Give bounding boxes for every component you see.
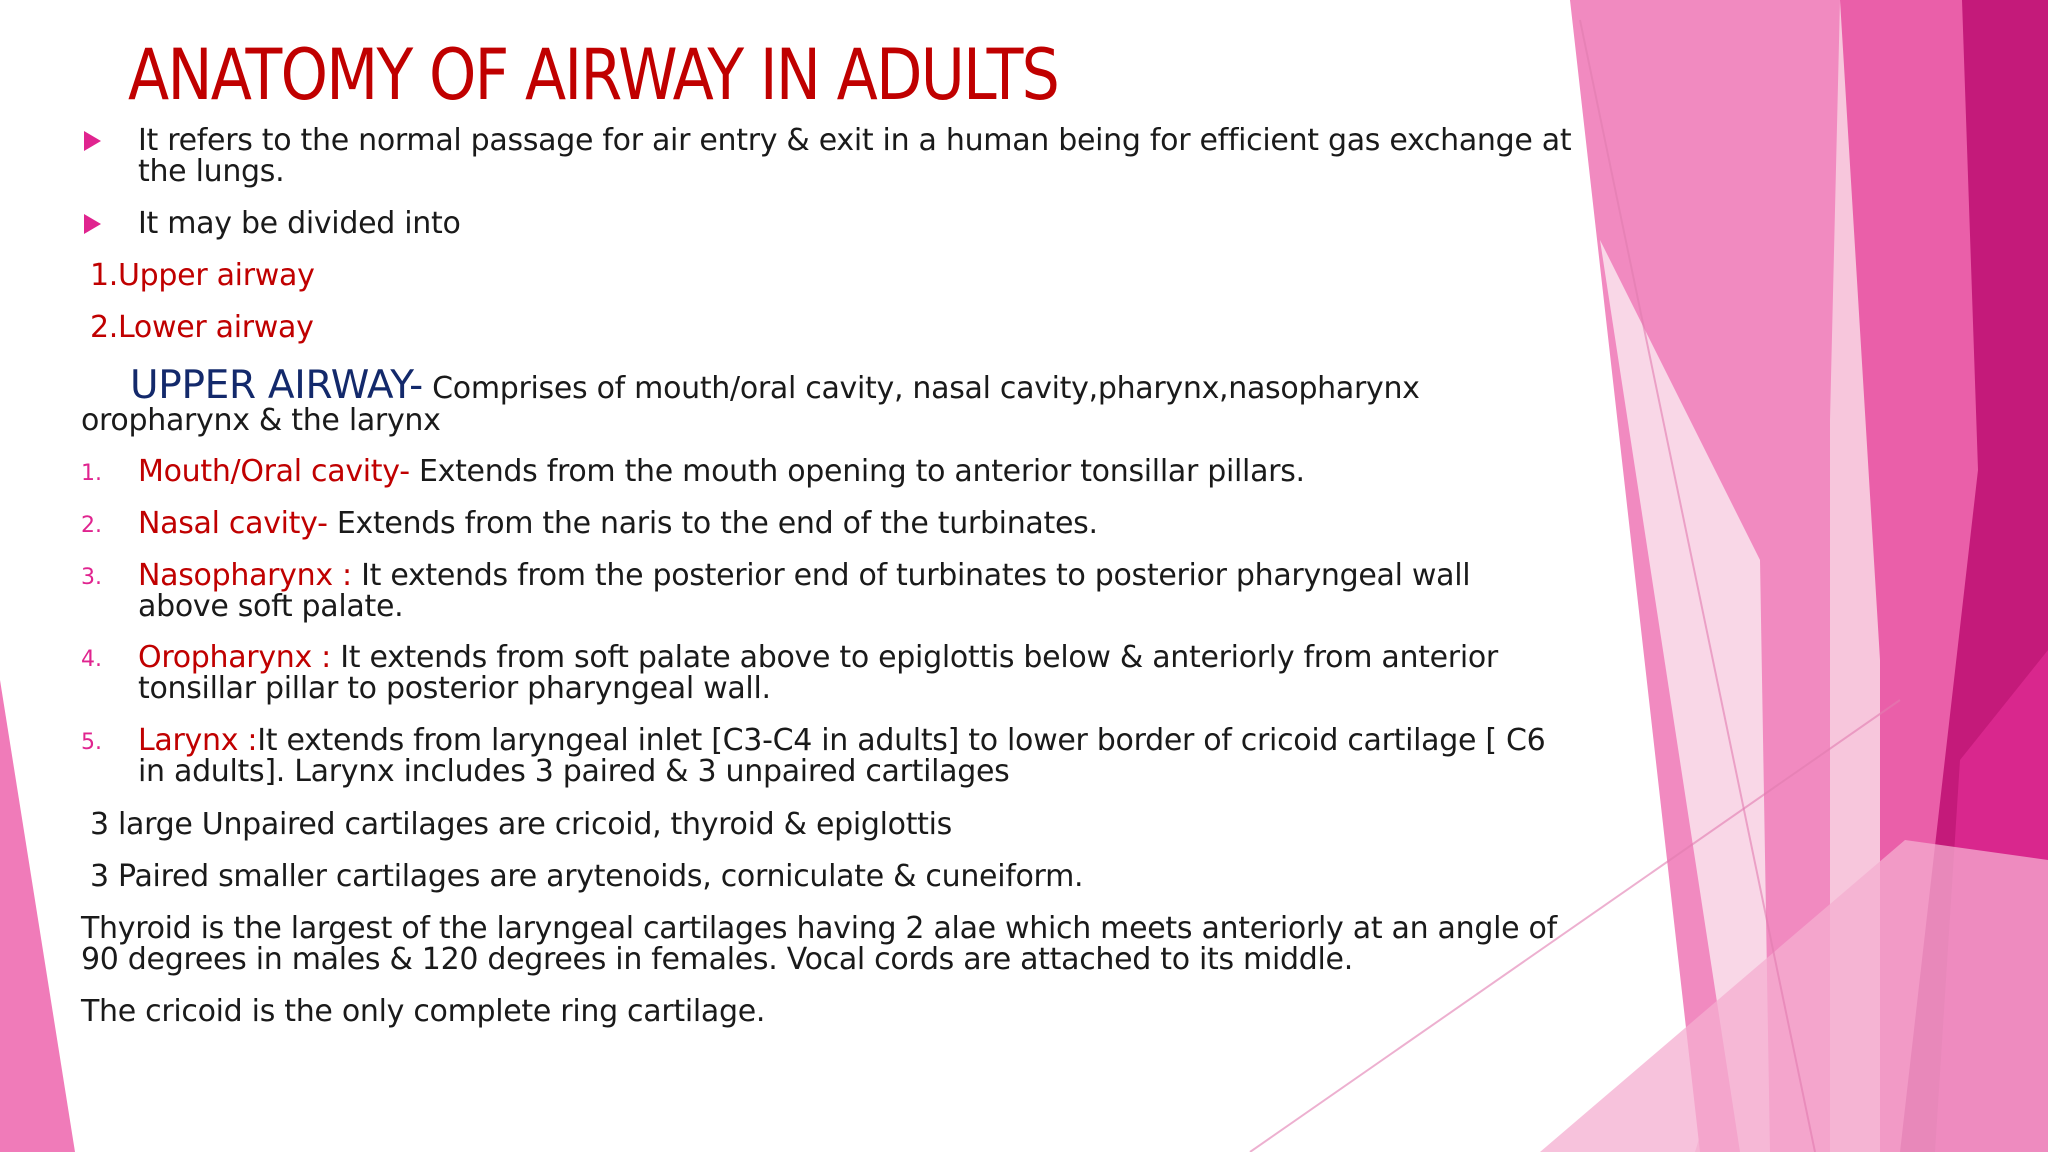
- item-number: 4.: [81, 647, 102, 672]
- item-description: Extends from the mouth opening to anterior tonsillar pillars.: [409, 454, 1305, 489]
- upper-airway-heading: UPPER AIRWAY-: [130, 363, 423, 408]
- upper-airway-text: Comprises of mouth/oral cavity, nasal cavity,pharynx,nasopharynx: [422, 371, 1420, 406]
- item-description: It extends from the posterior end of turbinates to posterior pharyngeal wall: [361, 558, 1471, 593]
- item-number: 3.: [81, 565, 102, 590]
- bullet-triangle-icon: [84, 131, 101, 151]
- division-item: 1.Upper airway: [90, 258, 315, 293]
- list-item: [138, 725, 1545, 756]
- item-description: It extends from laryngeal inlet [C3-C4 in adults] to lower border of cricoid cartilage [ C6: [257, 723, 1546, 758]
- item-description: Extends from the naris to the end of the turbinates.: [327, 506, 1098, 541]
- item-description: tonsillar pillar to posterior pharyngeal wall.: [138, 671, 771, 706]
- item-term: Oropharynx :: [138, 640, 341, 675]
- list-item: [138, 508, 1098, 539]
- item-term: Mouth/Oral cavity-: [138, 454, 410, 489]
- item-term: Larynx :: [138, 723, 258, 758]
- unpaired-cartilages: 3 large Unpaired cartilages are cricoid, thyroid & epiglottis: [90, 807, 952, 842]
- item-description: It extends from soft palate above to epiglottis below & anteriorly from anterior: [340, 640, 1498, 675]
- list-item: [138, 560, 1470, 591]
- item-number: 5.: [81, 730, 102, 755]
- bullet-text: It may be divided into: [138, 206, 461, 241]
- list-item: [138, 642, 1498, 673]
- item-description: above soft palate.: [138, 589, 404, 624]
- item-description: in adults]. Larynx includes 3 paired & 3 unpaired cartilages: [138, 754, 1010, 789]
- item-number: 2.: [81, 513, 102, 538]
- slide-title: ANATOMY OF AIRWAY IN ADULTS: [128, 34, 1059, 116]
- list-item: [138, 456, 1305, 487]
- thyroid-paragraph: Thyroid is the largest of the laryngeal cartilages having 2 alae which meets anteriorly at an angle of: [81, 911, 1557, 946]
- item-term: Nasal cavity-: [138, 506, 328, 541]
- paired-cartilages: 3 Paired smaller cartilages are arytenoids, corniculate & cuneiform.: [90, 859, 1084, 894]
- bullet-text: It refers to the normal passage for air entry & exit in a human being for efficient gas exchange at: [138, 123, 1572, 158]
- upper-airway-paragraph: [130, 363, 1420, 408]
- thyroid-paragraph: 90 degrees in males & 120 degrees in females. Vocal cords are attached to its middle.: [81, 942, 1353, 977]
- cricoid-paragraph: The cricoid is the only complete ring cartilage.: [81, 994, 766, 1029]
- bullet-triangle-icon: [84, 214, 101, 234]
- item-term: Nasopharynx :: [138, 558, 362, 593]
- item-number: 1.: [81, 461, 102, 486]
- upper-airway-text: oropharynx & the larynx: [81, 403, 441, 438]
- bullet-text: the lungs.: [138, 154, 285, 189]
- division-item: 2.Lower airway: [90, 310, 314, 345]
